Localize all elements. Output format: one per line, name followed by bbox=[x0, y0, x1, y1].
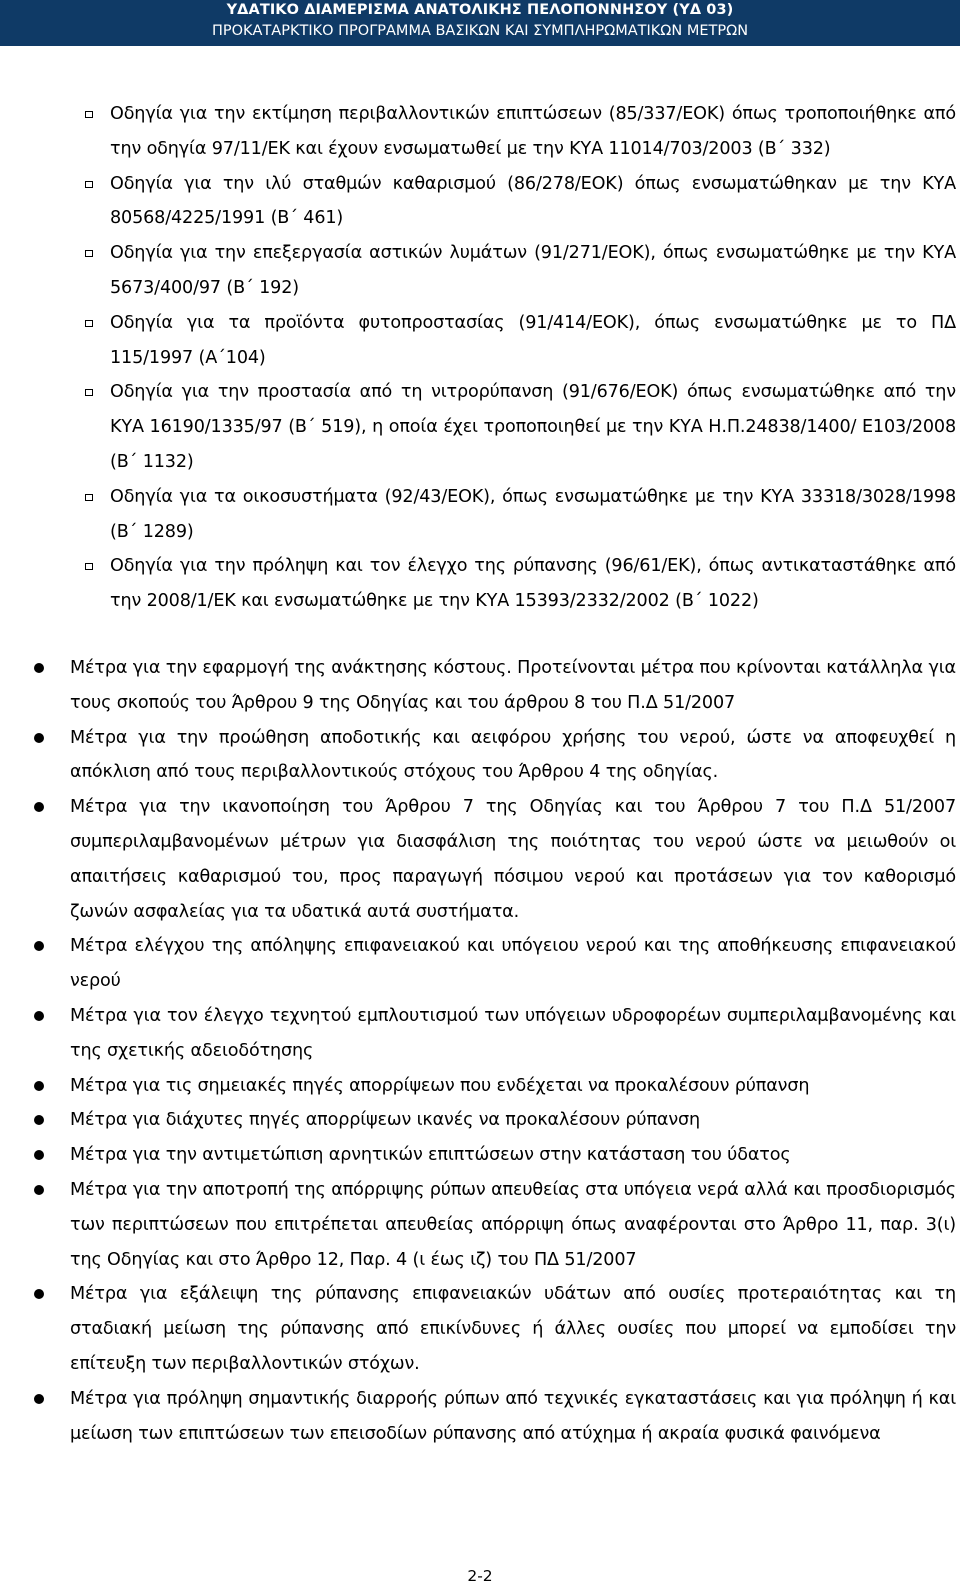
header-subtitle: ΠΡΟΚΑΤΑΡΚΤΙΚΟ ΠΡΟΓΡΑΜΜΑ ΒΑΣΙΚΩΝ ΚΑΙ ΣΥΜΠΛΗΡΩΜΑΤΙΚΩΝ ΜΕΤΡΩΝ bbox=[211, 23, 749, 39]
list-item-text: Οδηγία για την προστασία από τη νιτρορύπανση (91/676/ΕΟΚ) όπως ενσωματώθηκε από την ΚΥΑ 16190/1335/97 (Β΄ 519), η οποία έχει τροποποιηθεί με την ΚΥΑ Η.Π.24838/1400/ Ε103/2008 (Β΄ 1132) bbox=[110, 382, 956, 472]
list-item-text: Μέτρα για πρόληψη σημαντικής διαρροής ρύπων από τεχνικές εγκαταστάσεις και για πρόληψη ή και μείωση των επιπτώσεων των επεισοδίων ρύπανσης από ατύχημα ή ακραία φυσικά φαινόμενα bbox=[70, 1388, 956, 1444]
list-item bbox=[110, 97, 956, 167]
list-item bbox=[70, 721, 956, 791]
bullet-icon bbox=[34, 1081, 44, 1091]
bullet-icon bbox=[34, 733, 44, 743]
list-item bbox=[70, 1173, 956, 1277]
list-item-text: Οδηγία για την εκτίμηση περιβαλλοντικών επιπτώσεων (85/337/ΕΟΚ) όπως τροποποιήθηκε από την οδηγία 97/11/ΕΚ και έχουν ενσωματωθεί με την ΚΥΑ 11014/703/2003 (Β΄ 332) bbox=[110, 104, 956, 159]
square-bullet-icon bbox=[85, 111, 93, 118]
bullet-icon bbox=[34, 1115, 44, 1125]
bullet-icon bbox=[34, 1394, 44, 1404]
header-title: ΥΔΑΤΙΚΟ ΔΙΑΜΕΡΙΣΜΑ ΑΝΑΤΟΛΙΚΗΣ ΠΕΛΟΠΟΝΝΗΣΟΥ (ΥΔ 03) bbox=[226, 2, 734, 18]
list-item-text: Μέτρα για την προώθηση αποδοτικής και αειφόρου χρήσης του νερού, ώστε να αποφευχθεί η απόκλιση από τους περιβαλλοντικούς στόχους του Άρθρου 4 της οδηγίας. bbox=[70, 727, 956, 783]
bullet-icon bbox=[34, 941, 44, 951]
list-item-text: Μέτρα για εξάλειψη της ρύπανσης επιφανειακών υδάτων από ουσίες προτεραιότητας και τη σταδιακή μείωση της ρύπανσης από επικίνδυνες ή άλλες ουσίες που μπορεί να εμποδίσει την επίτευξη των περιβαλλοντικών στόχων. bbox=[70, 1284, 956, 1374]
list-item bbox=[110, 167, 956, 237]
list-item-text: Μέτρα για την εφαρμογή της ανάκτησης κόστους. Προτείνονται μέτρα που κρίνονται κατάλληλα για τους σκοπούς του Άρθρου 9 της Οδηγίας και του άρθρου 8 του Π.Δ 51/2007 bbox=[70, 658, 956, 713]
list-item bbox=[70, 1138, 956, 1173]
list-item-text: Μέτρα για τον έλεγχο τεχνητού εμπλουτισμού των υπόγειων υδροφορέων συμπεριλαμβανομένης και της σχετικής αδειοδότησης bbox=[70, 1005, 956, 1061]
square-bullet-icon bbox=[85, 320, 93, 327]
list-item bbox=[70, 1277, 956, 1381]
list-item bbox=[110, 549, 956, 619]
square-bullet-icon bbox=[85, 250, 93, 257]
list-item bbox=[110, 375, 956, 479]
bullet-icon bbox=[34, 1150, 44, 1160]
list-item bbox=[70, 1103, 956, 1138]
list-item bbox=[70, 1382, 956, 1452]
list-item-text: Μέτρα για τις σημειακές πηγές απορρίψεων που ενδέχεται να προκαλέσουν ρύπανση bbox=[70, 1075, 810, 1096]
list-item-text: Οδηγία για την πρόληψη και τον έλεγχο της ρύπανσης (96/61/ΕΚ), όπως αντικαταστάθηκε από την 2008/1/ΕΚ και ενσωματώθηκε με την ΚΥΑ 15393/2332/2002 (Β΄ 1022) bbox=[110, 556, 956, 612]
bullet-icon bbox=[34, 663, 44, 673]
list-item-text: Οδηγία για την επεξεργασία αστικών λυμάτων (91/271/ΕΟΚ), όπως ενσωματώθηκε με την ΚΥΑ 5673/400/97 (Β΄ 192) bbox=[110, 243, 956, 298]
page-number: 2-2 bbox=[467, 1567, 493, 1585]
list-item bbox=[70, 999, 956, 1069]
list-item-text: Μέτρα για διάχυτες πηγές απορρίψεων ικανές να προκαλέσουν ρύπανση bbox=[70, 1110, 701, 1131]
list-item-text: Μέτρα για την αντιμετώπιση αρνητικών επιπτώσεων στην κατάσταση του ύδατος bbox=[70, 1145, 791, 1166]
list-item bbox=[110, 480, 956, 550]
bullet-icon bbox=[34, 802, 44, 812]
list-item bbox=[70, 651, 956, 721]
list-item bbox=[110, 306, 956, 376]
square-bullet-icon bbox=[85, 389, 93, 396]
list-item bbox=[110, 236, 956, 306]
measures-list bbox=[0, 651, 960, 1451]
list-item bbox=[70, 929, 956, 999]
list-item bbox=[70, 1069, 956, 1104]
bullet-icon bbox=[34, 1185, 44, 1195]
list-item-text: Μέτρα για την ικανοποίηση του Άρθρου 7 της Οδηγίας και του Άρθρου 7 του Π.Δ 51/2007 συμπεριλαμβανομένων μέτρων για διασφάλιση της ποιότητας του νερού ώστε να μειωθούν οι απαιτήσεις καθαρισμού του, προς παραγωγή πόσιμου νερού και προτάσεων για τον καθορισμό ζωνών ασφαλείας για τα υδατικά αυτά συστήματα. bbox=[70, 797, 956, 922]
bullet-icon bbox=[34, 1289, 44, 1299]
square-bullet-icon bbox=[85, 494, 93, 501]
square-bullet-icon bbox=[85, 181, 93, 188]
directives-list bbox=[0, 97, 960, 619]
page-header bbox=[0, 0, 960, 46]
square-bullet-icon bbox=[85, 563, 93, 570]
list-item-text: Οδηγία για την ιλύ σταθμών καθαρισμού (86/278/ΕΟΚ) όπως ενσωματώθηκαν με την ΚΥΑ 80568/4225/1991 (Β΄ 461) bbox=[110, 173, 956, 229]
list-item-text: Οδηγία για τα οικοσυστήματα (92/43/ΕΟΚ), όπως ενσωματώθηκε με την ΚΥΑ 33318/3028/1998 (Β΄ 1289) bbox=[110, 486, 956, 542]
bullet-icon bbox=[34, 1011, 44, 1021]
list-item bbox=[70, 790, 956, 929]
list-item-text: Οδηγία για τα προϊόντα φυτοπροστασίας (91/414/ΕΟΚ), όπως ενσωματώθηκε με το ΠΔ 115/1997 (Α΄104) bbox=[110, 312, 956, 368]
list-item-text: Μέτρα για την αποτροπή της απόρριψης ρύπων απευθείας στα υπόγεια νερά αλλά και προσδιορισμός των περιπτώσεων που επιτρέπεται απευθείας απόρριψη όπως αναφέρονται στο Άρθρο 11, παρ. 3(ι) της Οδηγίας και στο Άρθρο 12, Παρ. 4 (ι έως ιζ) του ΠΔ 51/2007 bbox=[70, 1179, 956, 1270]
list-item-text: Μέτρα ελέγχου της απόληψης επιφανειακού και υπόγειου νερού και της αποθήκευσης επιφανειακού νερού bbox=[70, 936, 956, 992]
